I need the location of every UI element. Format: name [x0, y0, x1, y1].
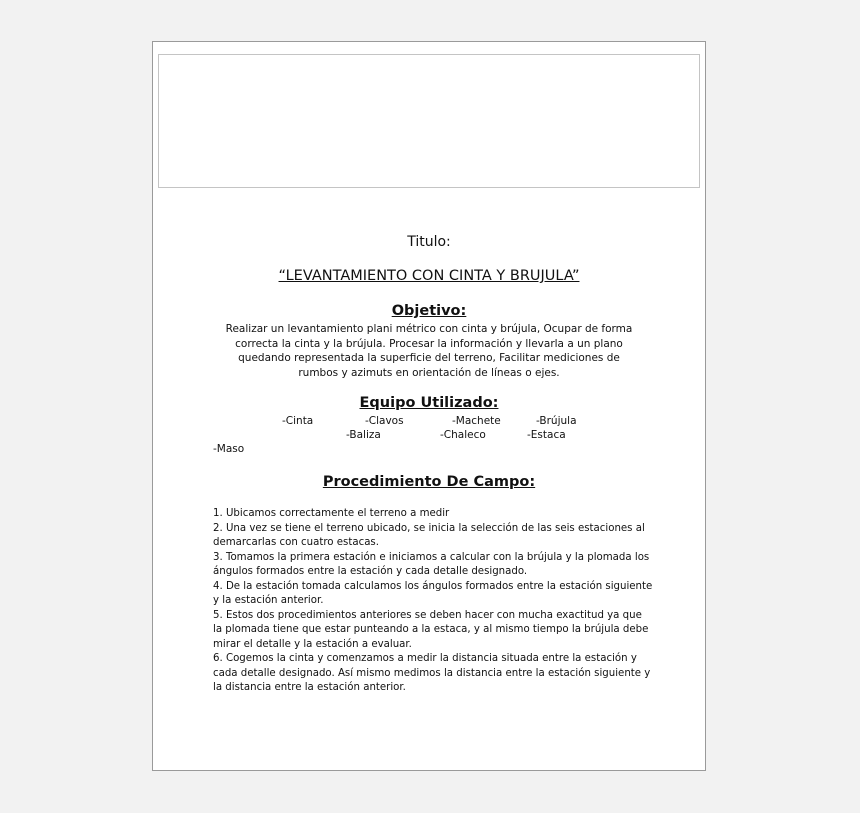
equipo-item-estaca: -Estaca [527, 429, 566, 441]
objetivo-paragraph: Realizar un levantamiento plani métrico con cinta y brújula, Ocupar de forma correcta la cinta y la brújula. Procesar la información y llevarla a un plano quedando representada la superficie del terreno, Facilitar mediciones de rumbos y azimuts en orientación de líneas o ejes. [225, 323, 633, 379]
procedimiento-step: 5. Estos dos procedimientos anteriores se deben hacer con mucha exactitud ya que la plomada tiene que estar punteando a la estaca, y al mismo tiempo la brújula debe mirar el detalle y la estación a evaluar. [213, 609, 649, 650]
equipo-item-clavos: -Clavos [365, 415, 404, 427]
procedimiento-heading: Procedimiento De Campo: [322, 474, 536, 490]
procedimiento-step: 1. Ubicamos correctamente el terreno a medir [213, 508, 450, 519]
procedimiento-step: 6. Cogemos la cinta y comenzamos a medir la distancia situada entre la estación y cada detalle designado. Así mismo medimos la distancia entre la estación siguiente y la distancia entre la estación anterior. [213, 653, 651, 693]
header-image-placeholder [158, 54, 700, 188]
equipo-item-maso: -Maso [213, 443, 245, 455]
procedimiento-step: 4. De la estación tomada calculamos los ángulos formados entre la estación siguiente y la estación anterior. [213, 580, 653, 606]
objetivo-heading: Objetivo: [391, 303, 467, 319]
document-page [152, 41, 706, 771]
titulo-label: Titulo: [407, 234, 451, 250]
equipo-heading: Equipo Utilizado: [359, 395, 499, 411]
document-title: “LEVANTAMIENTO CON CINTA Y BRUJULA” [278, 268, 580, 284]
equipo-item-brujula: -Brújula [536, 415, 577, 427]
procedimiento-steps [213, 507, 684, 696]
equipo-item-machete: -Machete [452, 415, 501, 427]
equipo-item-baliza: -Baliza [346, 429, 381, 441]
procedimiento-step: 3. Tomamos la primera estación e iniciamos a calcular con la brújula y la plomada los ángulos formados entre la estación y cada detalle designado. [213, 551, 650, 577]
equipo-item-cinta: -Cinta [282, 415, 314, 427]
procedimiento-step: 2. Una vez se tiene el terreno ubicado, se inicia la selección de las seis estaciones al demarcarlas con cuatro estacas. [213, 522, 684, 548]
equipo-item-chaleco: -Chaleco [440, 429, 486, 441]
